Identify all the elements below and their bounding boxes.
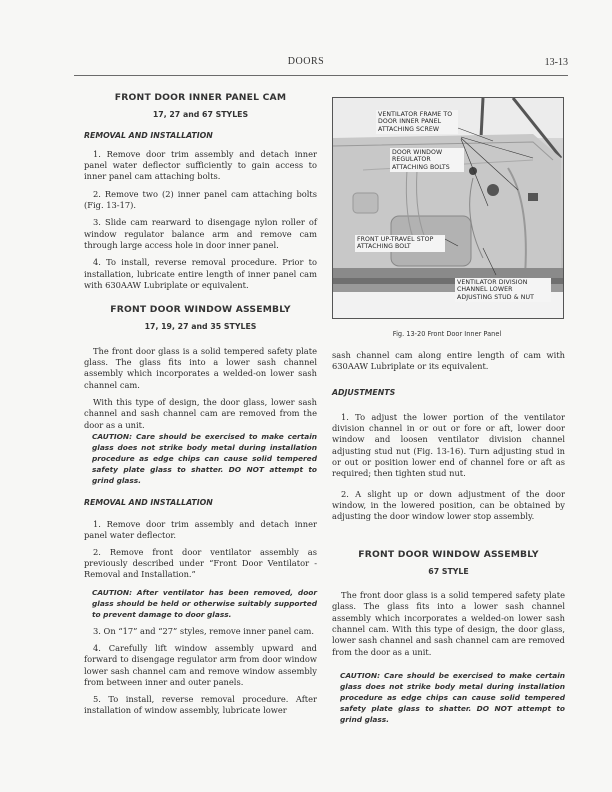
step: 1. To adjust the lower portion of the ventilator division channel in or out or fore or aft, lower door window and loosen ventilator division channel adjusting stud nut (Fig. 13-16). Turn adjusting stud in or out or position lower end of channel fore or aft as required; then tighten stud nut. <box>332 411 565 479</box>
figure-caption: Fig. 13-20 Front Door Inner Panel <box>392 330 502 338</box>
caution-note: CAUTION: Care should be exercised to make certain glass does not strike body metal during installation procedure as edge chips can cause solid tempered safety plate glass to shatter. DO NOT attempt to grind glass. <box>92 431 317 485</box>
header-rule <box>74 75 568 76</box>
paragraph: With this type of design, the door glass, lower sash channel and sash channel cam are removed from the door as a unit. <box>84 396 317 430</box>
step: 3. Slide cam rearward to disengage nylon roller of window regulator balance arm and remove cam through large access hole in door inner panel. <box>84 217 317 250</box>
subheading-adjustments: ADJUSTMENTS <box>332 387 396 397</box>
step: 3. On “17” and “27” styles, remove inner panel cam. <box>93 625 315 636</box>
callout-division-channel-stud: VENTILATOR DIVISION CHANNEL LOWER ADJUSTING STUD & NUT <box>455 278 551 302</box>
step: 2. A slight up or down adjustment of the door window, in the lowered position, can be obtained by adjusting the door window lower stop assembly. <box>332 488 565 522</box>
paragraph: The front door glass is a solid tempered safety plate glass. The glass fits into a lower sash channel assembly which incorporates a welded-on lower sash channel cam. <box>84 345 317 390</box>
step: 1. Remove door trim assembly and detach inner panel water deflector sufficiently to gain access to inner panel cam attaching bolts. <box>84 148 317 182</box>
paragraph: sash channel cam along entire length of cam with 630AAW Lubriplate or its equivalent. <box>332 350 565 372</box>
step: 2. Remove front door ventilator assembly as previously described under “Front Door Ventilator - Removal and Installation.” <box>84 546 317 580</box>
caution-note: CAUTION: Care should be exercised to make certain glass does not strike body metal during installation procedure as edge chips can cause solid tempered safety plate glass to shatter. DO NOT attempt to grind glass. <box>340 670 565 724</box>
left-column <box>84 92 317 717</box>
subheading-removal-installation: REMOVAL AND INSTALLATION <box>84 130 213 140</box>
caution-note: CAUTION: After ventilator has been removed, door glass should be held or otherwise suitably supported to prevent damage to door glass. <box>92 587 317 619</box>
paragraph: The front door glass is a solid tempered safety plate glass. The glass fits into a lower sash channel assembly which incorporates a welded-on lower sash channel cam. With this type of design, the door glass, lower sash channel and sash channel cam are removed from the door as a unit. <box>332 590 565 657</box>
door-inner-panel-photo <box>332 97 564 319</box>
heading-inner-panel-cam: FRONT DOOR INNER PANEL CAM <box>114 92 287 103</box>
callout-regulator-attaching-bolts: DOOR WINDOW REGULATOR ATTACHING BOLTS <box>390 148 464 172</box>
styles-subheading: 17, 19, 27 and 35 STYLES <box>144 322 257 332</box>
right-column <box>332 350 565 725</box>
subheading-removal-installation: REMOVAL AND INSTALLATION <box>84 497 213 507</box>
heading-window-assembly-67: FRONT DOOR WINDOW ASSEMBLY <box>358 548 539 560</box>
heading-window-assembly: FRONT DOOR WINDOW ASSEMBLY <box>110 304 291 316</box>
callout-up-travel-stop-bolt: FRONT UP-TRAVEL STOP ATTACHING BOLT <box>355 235 445 252</box>
styles-subheading: 67 STYLE <box>428 566 469 576</box>
step: 5. To install, reverse removal procedure. After installation of window assembly, lubricate lower <box>84 694 317 716</box>
step: 4. To install, reverse removal procedure. Prior to installation, lubricate entire length of inner panel cam with 630AAW Lubriplate or equivalent. <box>84 257 317 290</box>
step: 1. Remove door trim assembly and detach inner panel water deflector. <box>84 519 317 541</box>
step: 2. Remove two (2) inner panel cam attaching bolts (Fig. 13-17). <box>84 188 317 211</box>
page-number: 13-13 <box>544 57 568 68</box>
styles-subheading: 17, 27 and 67 STYLES <box>152 110 249 120</box>
section-title: DOORS <box>287 56 325 67</box>
callout-ventilator-frame-screw: VENTILATOR FRAME TO DOOR INNER PANEL ATTACHING SCREW <box>376 110 458 134</box>
step: 4. Carefully lift window assembly upward and forward to disengage regulator arm from door window lower sash channel cam and remove window assembly from between inner and outer panels. <box>84 642 317 687</box>
